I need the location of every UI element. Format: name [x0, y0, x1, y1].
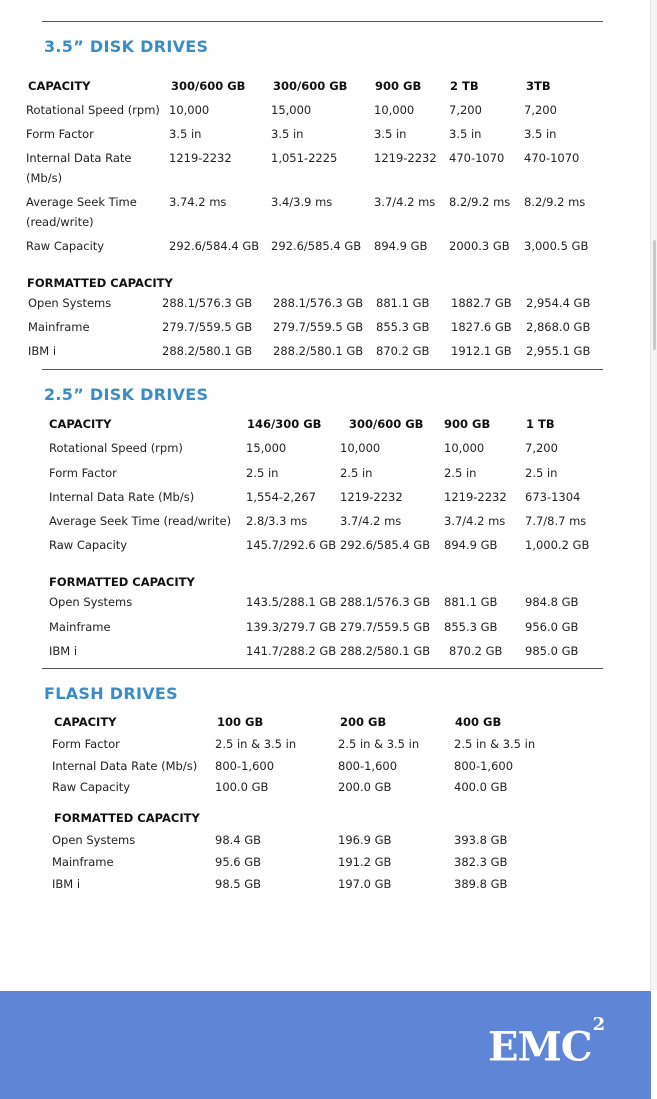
table-cell: 1912.1 GB	[451, 344, 512, 358]
table-cell: 15,000	[271, 103, 312, 117]
table-cell: 1827.6 GB	[451, 320, 512, 334]
row-label: Mainframe	[28, 320, 90, 334]
table-cell: 3.7/4.2 ms	[444, 514, 506, 528]
table-cell: 292.6/585.4 GB	[271, 239, 362, 253]
table-cell: 279.7/559.5 GB	[340, 620, 431, 634]
table-cell: 95.6 GB	[215, 855, 262, 869]
table-cell: 870.2 GB	[449, 644, 503, 658]
table-cell: 288.2/580.1 GB	[273, 344, 364, 358]
section-divider	[42, 668, 603, 669]
row-label: Rotational Speed (rpm)	[49, 441, 183, 455]
table-cell: 3.74.2 ms	[169, 195, 227, 209]
table-cell: 956.0 GB	[525, 620, 579, 634]
table-cell: 382.3 GB	[454, 855, 508, 869]
table-cell: 881.1 GB	[376, 296, 430, 310]
table-cell: 279.7/559.5 GB	[162, 320, 253, 334]
table-cell: 894.9 GB	[374, 239, 428, 253]
table-cell: 191.2 GB	[338, 855, 392, 869]
table-cell: 3.7/4.2 ms	[374, 195, 436, 209]
table-cell: 2.5 in	[340, 466, 373, 480]
logo-text: EMC	[488, 1023, 592, 1071]
table-cell: 141.7/288.2 GB	[246, 644, 337, 658]
row-label: Mainframe	[49, 620, 111, 634]
formatted-capacity-header: FORMATTED CAPACITY	[54, 811, 200, 825]
scrollbar-track[interactable]	[650, 0, 657, 990]
table-cell: 100.0 GB	[215, 780, 269, 794]
table-cell: 8.2/9.2 ms	[524, 195, 586, 209]
table-cell: 7,200	[525, 441, 558, 455]
table-cell: 7,200	[524, 103, 557, 117]
table-cell: 855.3 GB	[444, 620, 498, 634]
column-header: 400 GB	[455, 715, 502, 729]
table-cell: 288.2/580.1 GB	[162, 344, 253, 358]
column-header: 300/600 GB	[171, 79, 246, 93]
column-header: 1 TB	[526, 417, 555, 431]
table-cell: 393.8 GB	[454, 833, 508, 847]
table-cell: 10,000	[169, 103, 210, 117]
table-cell: 288.1/576.3 GB	[162, 296, 253, 310]
table-cell: 470-1070	[449, 151, 505, 165]
table-cell: 470-1070	[524, 151, 580, 165]
table-cell: 800-1,600	[215, 759, 275, 773]
table-cell: 143.5/288.1 GB	[246, 595, 337, 609]
table-cell: 288.2/580.1 GB	[340, 644, 431, 658]
formatted-capacity-header: FORMATTED CAPACITY	[27, 276, 173, 290]
table-cell: 288.1/576.3 GB	[273, 296, 364, 310]
row-label: Raw Capacity	[26, 239, 105, 253]
row-label: Average Seek Time (read/write)	[26, 195, 137, 229]
table-cell: 139.3/279.7 GB	[246, 620, 337, 634]
row-label: Average Seek Time (read/write)	[49, 514, 232, 528]
table-cell: 2000.3 GB	[449, 239, 510, 253]
section-divider	[42, 369, 603, 370]
table-cell: 400.0 GB	[454, 780, 508, 794]
table-cell: 855.3 GB	[376, 320, 430, 334]
table-cell: 292.6/585.4 GB	[340, 538, 431, 552]
section-title-flash-drives: FLASH DRIVES	[44, 684, 178, 703]
column-header: 100 GB	[217, 715, 264, 729]
column-header: 900 GB	[444, 417, 491, 431]
capacity-header: CAPACITY	[54, 715, 117, 729]
row-label: Open Systems	[52, 833, 136, 847]
table-cell: 870.2 GB	[376, 344, 430, 358]
table-cell: 15,000	[246, 441, 287, 455]
row-label: IBM i	[28, 344, 57, 358]
table-cell: 1219-2232	[169, 151, 232, 165]
row-label: Raw Capacity	[52, 780, 131, 794]
table-cell: 3.5 in	[374, 127, 407, 141]
capacity-header: CAPACITY	[28, 79, 91, 93]
section-title-2-5-disk-drives: 2.5” DISK DRIVES	[44, 385, 209, 404]
table-cell: 1,000.2 GB	[525, 538, 590, 552]
table-cell: 2.5 in	[444, 466, 477, 480]
table-cell: 3.5 in	[169, 127, 202, 141]
column-header: 2 TB	[450, 79, 479, 93]
table-cell: 673-1304	[525, 490, 581, 504]
row-label: Raw Capacity	[49, 538, 128, 552]
table-cell: 2,954.4 GB	[526, 296, 591, 310]
table-cell: 389.8 GB	[454, 877, 508, 891]
row-label: Form Factor	[49, 466, 117, 480]
top-divider	[42, 21, 603, 22]
table-cell: 3.5 in	[271, 127, 304, 141]
row-label: IBM i	[49, 644, 78, 658]
table-cell: 196.9 GB	[338, 833, 392, 847]
emc-logo	[488, 1016, 604, 1072]
capacity-header: CAPACITY	[49, 417, 112, 431]
table-cell: 145.7/292.6 GB	[246, 538, 337, 552]
table-cell: 2.8/3.3 ms	[246, 514, 308, 528]
table-cell: 98.4 GB	[215, 833, 262, 847]
table-cell: 1219-2232	[444, 490, 507, 504]
column-header: 300/600 GB	[273, 79, 348, 93]
row-label: Open Systems	[49, 595, 133, 609]
table-cell: 200.0 GB	[338, 780, 392, 794]
table-cell: 1219-2232	[374, 151, 437, 165]
table-cell: 98.5 GB	[215, 877, 262, 891]
table-cell: 3.4/3.9 ms	[271, 195, 333, 209]
table-cell: 288.1/576.3 GB	[340, 595, 431, 609]
table-cell: 1,554-2,267	[246, 490, 316, 504]
row-label: Internal Data Rate (Mb/s)	[26, 151, 132, 185]
table-cell: 3.5 in	[524, 127, 557, 141]
column-header: 3TB	[526, 79, 551, 93]
column-header: 300/600 GB	[349, 417, 424, 431]
row-label: Internal Data Rate (Mb/s)	[49, 490, 195, 504]
table-cell: 7,200	[449, 103, 482, 117]
table-cell: 800-1,600	[338, 759, 398, 773]
table-cell: 8.2/9.2 ms	[449, 195, 511, 209]
table-cell: 10,000	[340, 441, 381, 455]
scrollbar-thumb[interactable]	[653, 240, 656, 350]
table-cell: 894.9 GB	[444, 538, 498, 552]
table-cell: 984.8 GB	[525, 595, 579, 609]
table-cell: 292.6/584.4 GB	[169, 239, 260, 253]
table-cell: 2.5 in	[525, 466, 558, 480]
table-cell: 800-1,600	[454, 759, 514, 773]
table-cell: 279.7/559.5 GB	[273, 320, 364, 334]
table-cell: 985.0 GB	[525, 644, 579, 658]
table-cell: 3.5 in	[449, 127, 482, 141]
table-cell: 2.5 in	[246, 466, 279, 480]
column-header: 146/300 GB	[247, 417, 322, 431]
table-cell: 2,955.1 GB	[526, 344, 591, 358]
row-label: Internal Data Rate (Mb/s)	[52, 759, 198, 773]
table-cell: 1882.7 GB	[451, 296, 512, 310]
table-cell: 3,000.5 GB	[524, 239, 589, 253]
table-cell: 2,868.0 GB	[526, 320, 591, 334]
row-label: Rotational Speed (rpm)	[26, 103, 160, 117]
section-title-3-5-disk-drives: 3.5” DISK DRIVES	[44, 37, 209, 56]
logo-superscript: 2	[592, 1014, 605, 1035]
row-label: IBM i	[52, 877, 81, 891]
table-cell: 10,000	[444, 441, 485, 455]
row-label: Form Factor	[52, 737, 120, 751]
table-cell: 3.7/4.2 ms	[340, 514, 402, 528]
formatted-capacity-header: FORMATTED CAPACITY	[49, 575, 195, 589]
table-cell: 881.1 GB	[444, 595, 498, 609]
table-cell: 197.0 GB	[338, 877, 392, 891]
row-label: Form Factor	[26, 127, 94, 141]
table-cell: 10,000	[374, 103, 415, 117]
table-cell: 2.5 in & 3.5 in	[338, 737, 420, 751]
column-header: 900 GB	[375, 79, 422, 93]
table-cell: 1,051-2225	[271, 151, 338, 165]
table-cell: 2.5 in & 3.5 in	[454, 737, 536, 751]
column-header: 200 GB	[340, 715, 387, 729]
table-cell: 1219-2232	[340, 490, 403, 504]
row-label: Mainframe	[52, 855, 114, 869]
table-cell: 2.5 in & 3.5 in	[215, 737, 297, 751]
table-cell: 7.7/8.7 ms	[525, 514, 587, 528]
row-label: Open Systems	[28, 296, 112, 310]
